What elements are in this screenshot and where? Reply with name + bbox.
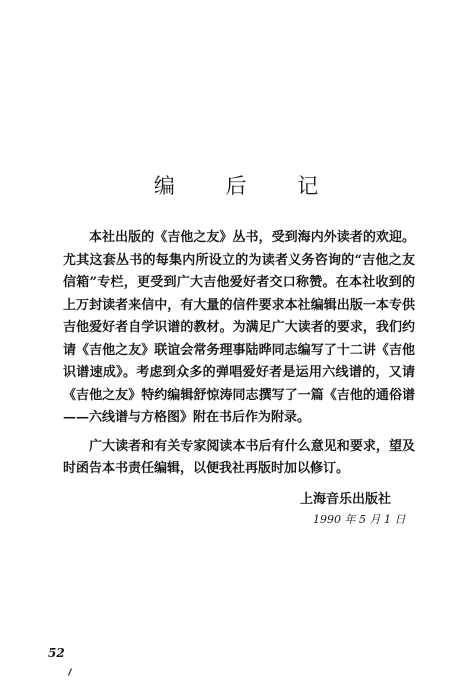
page-title: 编 后 记: [153, 174, 341, 198]
paragraph-1: 本社出版的《吉他之友》丛书，受到海内外读者的欢迎。尤其这套丛书的每集内所设立的为读者义务咨询的“吉他之友信箱”专栏，更受到广大吉他爱好者交口称赞。在本社收到的上万封读者来信中，有大量的信件要求本社编辑出版一本专供吉他爱好者自学识谱的教材。为满足广大读者的要求，我们约请《吉他之友》联谊会常务理事陆晔同志编写了十二讲《吉他识谱速成》。考虑到众多的弹唱爱好者是运用六线谱的，又请《吉他之友》特约编辑舒惊涛同志撰写了一篇《吉他的通俗谱——六线谱与方格图》附在书后作为附录。: [63, 230, 415, 425]
stray-ink-mark: [67, 668, 73, 676]
publisher-signature: 上海音乐出版社: [300, 492, 392, 507]
signature-date: 1990 年 5 月 1 日: [313, 513, 406, 526]
paragraph-2: 广大读者和有关专家阅读本书后有什么意见和要求，望及时函告本书责任编辑，以便我社再版时加以修订。: [63, 438, 415, 476]
page-number: 52: [48, 646, 65, 660]
body-text: [63, 227, 415, 481]
